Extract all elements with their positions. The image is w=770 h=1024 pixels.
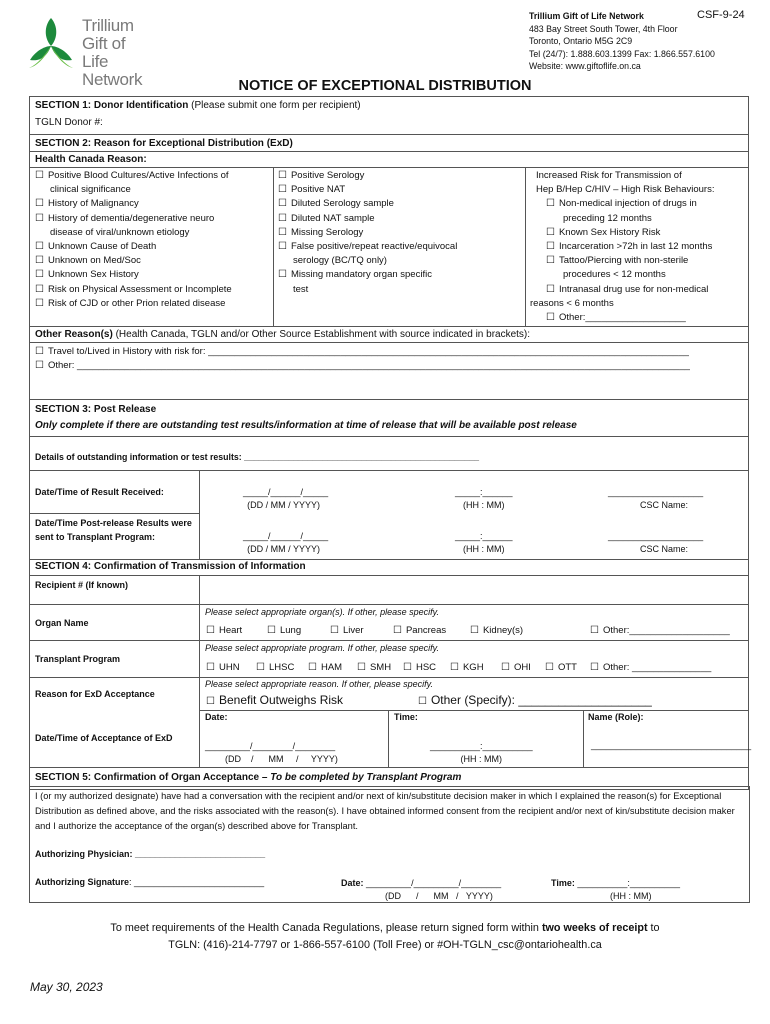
consent-paragraph: I (or my authorized designate) have had a conversation with the recipient and/or next of kin/substitute decision maker in which I explained the reason(s) for Exceptional Distribution as defined above, and the risks associated with the reason(s). I have obtained informed consent from the recipient and/or next of kin/substitute decision maker and I authorize the acceptance of the organ(s) described above for Transplant. <box>35 791 735 831</box>
date-blank: _________/_________/________ <box>366 878 502 888</box>
checkbox-other-organ[interactable]: ☐ Other:___________________ <box>590 624 730 638</box>
checkbox-diluted-serology[interactable]: ☐ Diluted Serology sample <box>278 197 457 211</box>
checkbox-positive-nat[interactable]: ☐ Positive NAT <box>278 183 457 197</box>
csc-blank: ___________________ <box>608 487 704 497</box>
section3-subheading: Only complete if there are outstanding test results/information at time of release that will be available post release <box>35 420 577 431</box>
checkbox-lung[interactable]: ☐ Lung <box>267 624 301 638</box>
footer-deadline: two weeks of receipt <box>541 922 648 934</box>
checkbox-incarceration[interactable]: ☐ Incarceration >72h in last 12 months <box>530 240 748 254</box>
checkbox-missing-mandatory-test[interactable]: ☐ Missing mandatory organ specific <box>278 268 457 282</box>
recipient-number-field[interactable] <box>200 576 748 604</box>
date-blank: _________/________/________ <box>205 741 336 751</box>
section4-heading: SECTION 4: Confirmation of Transmission of Information <box>35 561 306 572</box>
checkbox-missing-serology[interactable]: ☐ Missing Serology <box>278 226 457 240</box>
organ-note: Please select appropriate organ(s). If other, please specify. <box>205 607 439 617</box>
checkbox-box <box>418 693 431 707</box>
section5-title: SECTION 5: Confirmation of Organ Acceptance – <box>35 772 271 783</box>
org-address <box>529 10 715 73</box>
checkbox-other-reason-acceptance[interactable] <box>418 693 652 707</box>
section1-heading <box>35 99 361 113</box>
result-received-time[interactable] <box>455 486 513 512</box>
post-release-time[interactable] <box>455 530 513 556</box>
checkbox-label-cont: procedures < 12 months <box>563 269 666 281</box>
checkbox-ham[interactable]: ☐ HAM <box>308 661 342 675</box>
authorization-date-field[interactable] <box>341 877 501 903</box>
program-note: Please select appropriate program. If other, please specify. <box>205 643 439 653</box>
organ-name-label: Organ Name <box>35 618 89 628</box>
checkbox-liver[interactable]: ☐ Liver <box>330 624 364 638</box>
checkbox-diluted-nat[interactable]: ☐ Diluted NAT sample <box>278 212 457 226</box>
checkbox-label-cont: serology (BC/TQ only) <box>293 255 387 267</box>
page-title: NOTICE OF EXCEPTIONAL DISTRIBUTION <box>238 78 532 94</box>
checkbox-unknown-cause-death[interactable]: ☐ Unknown Cause of Death <box>35 240 232 254</box>
checkbox-kidneys[interactable]: ☐ Kidney(s) <box>470 624 523 638</box>
other-reasons-note: (Health Canada, TGLN and/or Other Source Establishment with source indicated in brackets): <box>112 329 531 340</box>
logo-line: Network <box>82 70 143 89</box>
section3-heading: SECTION 3: Post Release <box>35 404 157 415</box>
time-blank: _____:______ <box>455 487 513 497</box>
checkbox-lhsc[interactable]: ☐ LHSC <box>256 661 294 675</box>
time-format: (HH : MM) <box>463 500 505 510</box>
checkbox-label-cont: disease of viral/unknown etiology <box>50 226 190 238</box>
checkbox-tattoo-piercing[interactable]: ☐ Tattoo/Piercing with non-sterile <box>530 254 748 268</box>
checkbox-heart[interactable]: ☐ Heart <box>206 624 242 638</box>
time-format: (HH : MM) <box>610 891 652 901</box>
time-label: Time: <box>394 712 418 722</box>
reason-acceptance-label: Reason for ExD Acceptance <box>35 689 155 699</box>
post-release-sent-label: Date/Time Post-release Results were sent to Transplant Program: <box>35 518 192 542</box>
date-label: Date: <box>341 878 367 888</box>
footer-contact: TGLN: (416)-214-7797 or 1-866-557-6100 (Toll Free) or #OH-TGLN_csc@ontariohealth.ca <box>168 939 602 951</box>
section1-note: (Please submit one form per recipient) <box>188 100 361 111</box>
checkbox-other-program[interactable]: ☐ Other: _______________ <box>590 661 711 675</box>
signature-label: Authorizing Signature <box>35 877 129 887</box>
footer-text: To meet requirements of the Health Canada Regulations, please return signed form within <box>110 922 542 934</box>
section5-title-italic: To be completed by Transplant Program <box>270 772 462 783</box>
authorizing-signature-field[interactable] <box>35 877 264 887</box>
csc-name-field[interactable] <box>608 530 703 556</box>
checkbox-uhn[interactable]: ☐ UHN <box>206 661 240 675</box>
checkbox-benefit-outweighs-risk[interactable] <box>206 693 343 707</box>
checkbox-label-cont: clinical significance <box>50 184 131 196</box>
acceptance-name-field[interactable]: ________________________________ <box>591 740 752 750</box>
footer-instructions <box>0 920 770 954</box>
checkbox-smh[interactable]: ☐ SMH <box>357 661 391 675</box>
checkbox-injection-drugs[interactable]: ☐ Non-medical injection of drugs in <box>530 197 748 211</box>
high-risk-list <box>530 169 748 325</box>
csc-name-label: CSC Name: <box>640 500 689 510</box>
csc-blank: ___________________ <box>608 531 704 541</box>
time-blank: __________:__________ <box>430 741 533 751</box>
donor-number-field[interactable]: TGLN Donor #: <box>35 117 103 128</box>
hc-reason-list <box>35 169 232 311</box>
checkbox-history-dementia[interactable]: ☐ History of dementia/degenerative neuro <box>35 212 232 226</box>
checkbox-unknown-med-soc[interactable]: ☐ Unknown on Med/Soc <box>35 254 232 268</box>
checkbox-unknown-sex-history[interactable]: ☐ Unknown Sex History <box>35 268 232 282</box>
checkbox-sex-history-risk[interactable]: ☐ Known Sex History Risk <box>530 226 748 240</box>
org-name: Trillium Gift of Life Network <box>529 11 644 21</box>
name-role-label: Name (Role): <box>588 712 644 722</box>
checkbox-kgh[interactable]: ☐ KGH <box>450 661 484 675</box>
section1-title: SECTION 1: Donor Identification <box>35 100 189 111</box>
checkbox-label-cont: reasons < 6 months <box>530 297 614 309</box>
checkbox-false-positive[interactable]: ☐ False positive/repeat reactive/equivocal <box>278 240 457 254</box>
signature-blank: : __________________________ <box>129 877 265 887</box>
serology-list <box>278 169 457 297</box>
result-received-label: Date/Time of Result Received: <box>35 487 164 497</box>
checkbox-other-reason[interactable]: ☐ Other: ____________________________________________________________________________________________________________________ <box>35 359 747 373</box>
checkbox-other-high-risk[interactable]: ☐ Other:___________________ <box>530 311 748 325</box>
checkbox-risk-cjd[interactable]: ☐ Risk of CJD or other Prion related disease <box>35 297 232 311</box>
checkbox-pancreas[interactable]: ☐ Pancreas <box>393 624 446 638</box>
checkbox-positive-blood-cultures[interactable]: ☐ Positive Blood Cultures/Active Infections of <box>35 169 232 183</box>
date-format: (DD / MM / YYYY) <box>247 544 320 554</box>
phone-fax: Tel (24/7): 1.888.603.1399 Fax: 1.866.557.6100 <box>529 48 715 59</box>
website: Website: www.giftoflife.on.ca <box>529 61 641 72</box>
other-reasons-list <box>35 345 747 373</box>
footer-text: to <box>647 922 660 934</box>
recipient-number-label: Recipient # (If known) <box>35 580 129 590</box>
high-risk-heading: Hep B/Hep C/HIV – High Risk Behaviours: <box>536 184 715 196</box>
logo-line: Trillium <box>82 16 134 35</box>
logo-line: Gift of Life <box>82 34 126 71</box>
address-line: Toronto, Ontario M5G 2C9 <box>529 36 633 47</box>
outstanding-details-field[interactable]: Details of outstanding information or test results: ________________________________________________ <box>35 452 480 462</box>
health-canada-reason-label: Health Canada Reason: <box>35 154 147 165</box>
csc-name-field[interactable] <box>608 486 703 512</box>
date-blank: _____/______/_____ <box>243 531 329 541</box>
logo <box>26 16 146 89</box>
checkbox-travel-history[interactable]: ☐ Travel to/Lived in History with risk for: ___________________________________________________________________________________________ <box>35 345 747 359</box>
checkbox-label-cont: test <box>293 283 309 295</box>
time-format: (HH : MM) <box>463 544 505 554</box>
other-reasons-heading <box>35 328 530 342</box>
date-blank: _____/______/_____ <box>243 487 329 497</box>
date-format: (DD / MM / YYYY) <box>385 891 493 901</box>
checkbox-box <box>206 693 219 707</box>
address-line: 483 Bay Street South Tower, 4th Floor <box>529 23 678 34</box>
date-format: (DD / MM / YYYY) <box>225 754 338 764</box>
checkbox-history-malignancy[interactable]: ☐ History of Malignancy <box>35 197 232 211</box>
other-reasons-title: Other Reason(s) <box>35 329 113 340</box>
section2-heading: SECTION 2: Reason for Exceptional Distribution (ExD) <box>35 138 293 149</box>
time-label: Time: <box>551 878 578 888</box>
reason-note: Please select appropriate reason. If other, please specify. <box>205 679 433 689</box>
form-id: CSF-9-24 <box>697 9 745 21</box>
checkbox-intranasal-drug[interactable]: ☐ Intranasal drug use for non-medical <box>530 283 748 297</box>
trillium-logo-icon <box>26 16 76 74</box>
date-label: Date: <box>205 712 228 722</box>
checkbox-ohi[interactable]: ☐ OHI <box>501 661 531 675</box>
acceptance-datetime-label: Date/Time of Acceptance of ExD <box>35 733 173 743</box>
time-blank: _____:______ <box>455 531 513 541</box>
authorization-time-field[interactable] <box>551 877 680 903</box>
transplant-program-label: Transplant Program <box>35 654 121 664</box>
acceptance-date-field[interactable] <box>205 740 338 766</box>
checkbox-label-cont: preceding 12 months <box>563 212 652 224</box>
checkbox-ott[interactable]: ☐ OTT <box>545 661 577 675</box>
acceptance-time-field[interactable] <box>430 740 533 766</box>
csc-name-label: CSC Name: <box>640 544 689 554</box>
time-format: (HH : MM) <box>460 754 503 764</box>
high-risk-heading: Increased Risk for Transmission of <box>536 170 682 181</box>
result-received-date[interactable] <box>243 486 328 512</box>
reason1-label: Benefit Outweighs Risk <box>218 693 344 707</box>
authorizing-physician-field[interactable]: Authorizing Physician: __________________________ <box>35 849 266 859</box>
post-release-date[interactable] <box>243 530 328 556</box>
time-blank: __________:__________ <box>577 878 680 888</box>
section5-heading <box>35 771 461 785</box>
date-format: (DD / MM / YYYY) <box>247 500 320 510</box>
revision-date: May 30, 2023 <box>30 980 103 994</box>
checkbox-risk-physical-assessment[interactable]: ☐ Risk on Physical Assessment or Incomplete <box>35 283 232 297</box>
checkbox-hsc[interactable]: ☐ HSC <box>403 661 436 675</box>
checkbox-positive-serology[interactable]: ☐ Positive Serology <box>278 169 457 183</box>
reason2-label: Other (Specify): ____________________ <box>430 693 652 707</box>
